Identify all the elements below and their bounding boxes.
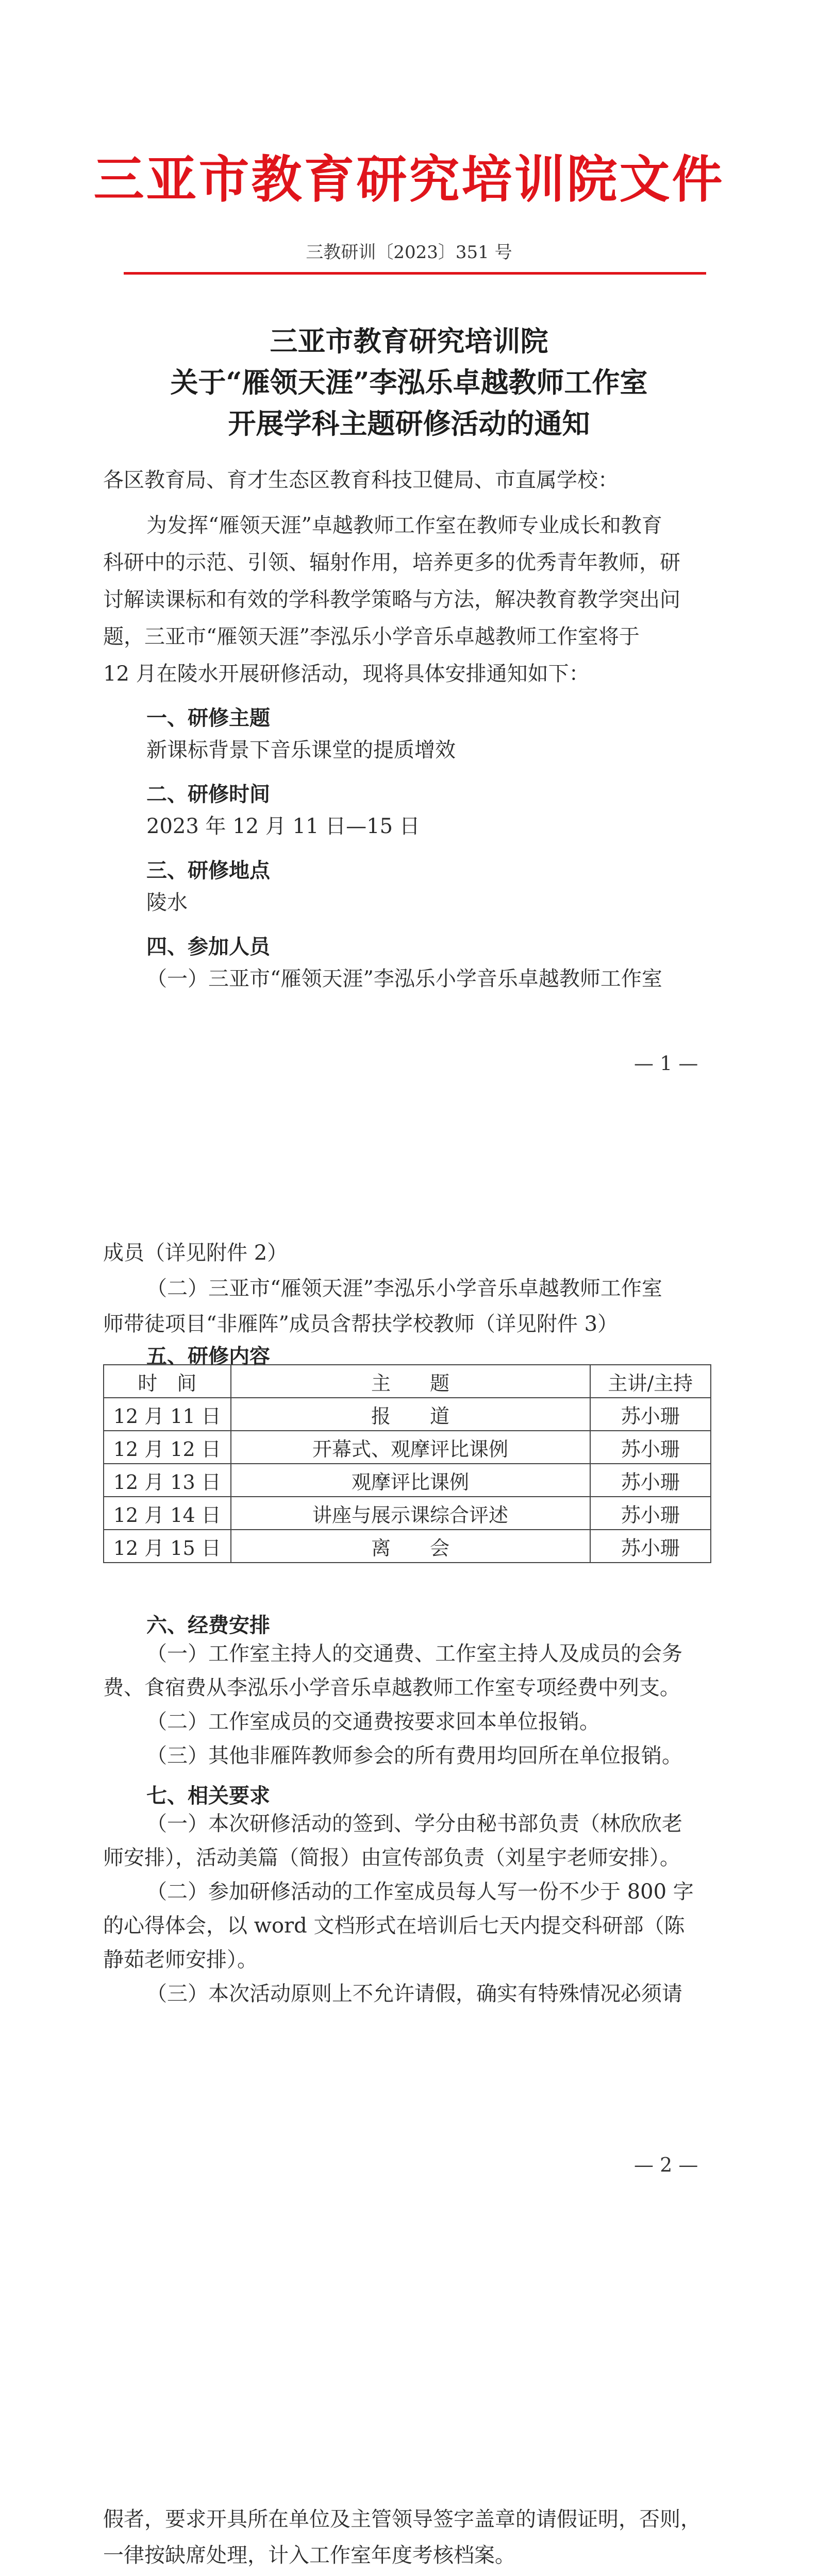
section-7-p3-line-2: 假者，要求开具所在单位及主管领导签字盖章的请假证明，否则， <box>103 2507 701 2531</box>
section-2-content: 2023 年 12 月 11 日—15 日 <box>146 815 420 838</box>
section-7-p1-line-2: 师安排），活动美篇（简报）由宣传部负责（刘星宇老师安排）。 <box>103 1846 680 1870</box>
section-3-heading: 三、研修地点 <box>146 859 270 883</box>
intro-line-4: 题，三亚市“雁领天涯”李泓乐小学音乐卓越教师工作室将于 <box>103 625 640 649</box>
section-1-heading: 一、研修主题 <box>146 706 270 730</box>
table-cell-topic: 离 会 <box>231 1530 590 1563</box>
document-header-title: 三亚市教育研究培训院文件 <box>93 150 725 209</box>
salutation: 各区教育局、育才生态区教育科技卫健局、市直属学校： <box>103 468 619 492</box>
table-row <box>104 1497 711 1530</box>
table-cell-host: 苏小珊 <box>590 1398 711 1431</box>
table-cell-date: 12 月 11 日 <box>104 1398 231 1431</box>
page-number-1: — 1 — <box>634 1052 698 1075</box>
column-header-topic: 主 题 <box>231 1365 590 1398</box>
table-cell-topic: 开幕式、观摩评比课例 <box>231 1431 590 1464</box>
table-row <box>104 1398 711 1431</box>
notice-title-line-1: 三亚市教育研究培训院 <box>270 325 548 358</box>
section-7-p3-line-1: （三）本次活动原则上不允许请假，确实有特殊情况必须请 <box>146 1982 682 2006</box>
section-7-p2-line-3: 静茹老师安排）。 <box>103 1948 258 1972</box>
table-cell-date: 12 月 13 日 <box>104 1464 231 1497</box>
section-6-p3: （三）其他非雁阵教师参会的所有费用均回所在单位报销。 <box>146 1744 682 1768</box>
table-cell-topic: 报 道 <box>231 1398 590 1431</box>
table-cell-topic: 观摩评比课例 <box>231 1464 590 1497</box>
section-4-item-2-line-1: （二）三亚市“雁领天涯”李泓乐小学音乐卓越教师工作室 <box>146 1277 662 1300</box>
section-1-content: 新课标背景下音乐课堂的提质增效 <box>146 738 456 762</box>
page-1 <box>0 0 818 1157</box>
section-6-heading: 六、经费安排 <box>146 1614 270 1637</box>
section-7-p2-line-1: （二）参加研修活动的工作室成员每人写一份不少于 800 字 <box>146 1880 694 1904</box>
section-2-heading: 二、研修时间 <box>146 783 270 806</box>
section-3-content: 陵水 <box>146 891 188 914</box>
page-number-2: — 2 — <box>634 2154 698 2176</box>
table-cell-host: 苏小珊 <box>590 1464 711 1497</box>
column-header-time: 时 间 <box>104 1365 231 1398</box>
intro-line-5: 12 月在陵水开展研修活动，现将具体安排通知如下： <box>103 662 590 686</box>
intro-line-3: 讨解读课标和有效的学科教学策略与方法，解决教育教学突出问 <box>103 588 680 612</box>
section-7-p2-line-2: 的心得体会，以 word 文档形式在培训后七天内提交科研部（陈 <box>103 1914 685 1938</box>
section-7-heading: 七、相关要求 <box>146 1784 270 1808</box>
section-4-heading: 四、参加人员 <box>146 935 270 959</box>
section-6-p1-line-2: 费、食宿费从李泓乐小学音乐卓越教师工作室专项经费中列支。 <box>103 1676 680 1700</box>
section-7-p1-line-1: （一）本次研修活动的签到、学分由秘书部负责（林欣欣老 <box>146 1812 682 1836</box>
section-6-p2: （二）工作室成员的交通费按要求回本单位报销。 <box>146 1710 600 1734</box>
table-cell-date: 12 月 12 日 <box>104 1431 231 1464</box>
table-cell-date: 12 月 15 日 <box>104 1530 231 1563</box>
schedule-header-row <box>104 1365 711 1398</box>
table-row <box>104 1431 711 1464</box>
page-2 <box>0 1157 818 2313</box>
page-3 <box>0 2313 818 2576</box>
intro-line-2: 科研中的示范、引领、辐射作用，培养更多的优秀青年教师，研 <box>103 551 680 574</box>
header-red-rule <box>124 272 706 275</box>
notice-title-line-3: 开展学科主题研修活动的通知 <box>228 407 590 440</box>
notice-title-line-2: 关于“雁领天涯”李泓乐卓越教师工作室 <box>170 366 648 399</box>
table-row <box>104 1464 711 1497</box>
document-number: 三教研训〔2023〕351 号 <box>306 242 512 263</box>
section-6-p1-line-1: （一）工作室主持人的交通费、工作室主持人及成员的会务 <box>146 1642 682 1666</box>
section-4-item-1-line-2: 成员（详见附件 2） <box>103 1241 288 1265</box>
table-cell-topic: 讲座与展示课综合评述 <box>231 1497 590 1530</box>
schedule-table <box>103 1364 711 1563</box>
section-4-item-2-line-2: 师带徒项目“非雁阵”成员含帮扶学校教师（详见附件 3） <box>103 1312 619 1336</box>
table-row <box>104 1530 711 1563</box>
table-cell-host: 苏小珊 <box>590 1431 711 1464</box>
section-5-heading: 五、研修内容 <box>146 1345 270 1368</box>
table-cell-date: 12 月 14 日 <box>104 1497 231 1530</box>
table-cell-host: 苏小珊 <box>590 1497 711 1530</box>
table-cell-host: 苏小珊 <box>590 1530 711 1563</box>
section-7-p3-line-3: 一律按缺席处理，计入工作室年度考核档案。 <box>103 2544 515 2567</box>
intro-line-1: 为发挥“雁领天涯”卓越教师工作室在教师专业成长和教育 <box>146 514 662 537</box>
section-4-item-1-line-1: （一）三亚市“雁领天涯”李泓乐小学音乐卓越教师工作室 <box>146 967 662 991</box>
column-header-host: 主讲/主持 <box>590 1365 711 1398</box>
